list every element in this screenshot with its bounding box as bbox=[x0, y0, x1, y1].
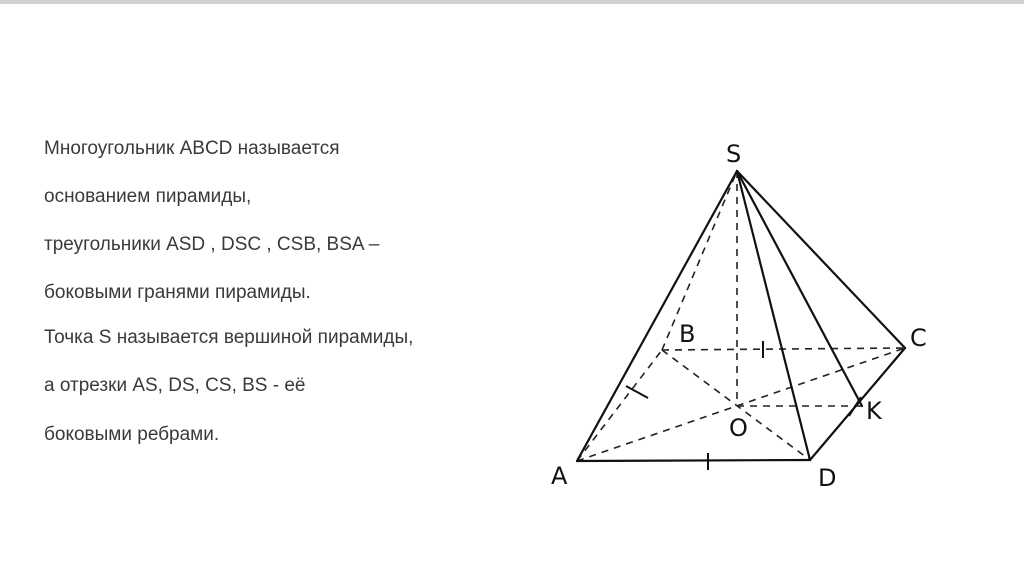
label-point-o: O bbox=[729, 414, 748, 442]
text-line-7: боковыми ребрами. bbox=[44, 424, 220, 445]
edge-BC-hidden bbox=[662, 348, 905, 350]
edge-AB-hidden bbox=[577, 350, 662, 461]
label-vertex-d: D bbox=[818, 464, 837, 492]
edge-SC bbox=[737, 171, 905, 348]
text-line-1: Многоугольник ABCD называется bbox=[44, 138, 340, 159]
text-line-5: Точка S называется вершиной пирамиды, bbox=[44, 327, 414, 348]
tick-mark-AB bbox=[626, 386, 648, 398]
edge-SA bbox=[577, 171, 737, 461]
edge-BS-hidden bbox=[662, 171, 737, 350]
label-point-k: K bbox=[866, 397, 882, 425]
text-line-2: основанием пирамиды, bbox=[44, 186, 252, 207]
label-vertex-s: S bbox=[726, 140, 742, 168]
text-line-3: треугольники ASD , DSC , CSB, BSA – bbox=[44, 234, 380, 255]
text-line-4: боковыми гранями пирамиды. bbox=[44, 282, 311, 303]
label-vertex-b: B bbox=[679, 320, 696, 348]
text-line-6: а отрезки AS, DS, CS, BS - её bbox=[44, 375, 306, 396]
edge-SD bbox=[737, 171, 810, 460]
apothem-SK bbox=[737, 171, 862, 406]
diagonal-BD-hidden bbox=[662, 350, 810, 460]
edge-AD bbox=[577, 460, 810, 461]
label-vertex-c: C bbox=[910, 324, 927, 352]
label-vertex-a: A bbox=[551, 462, 568, 490]
